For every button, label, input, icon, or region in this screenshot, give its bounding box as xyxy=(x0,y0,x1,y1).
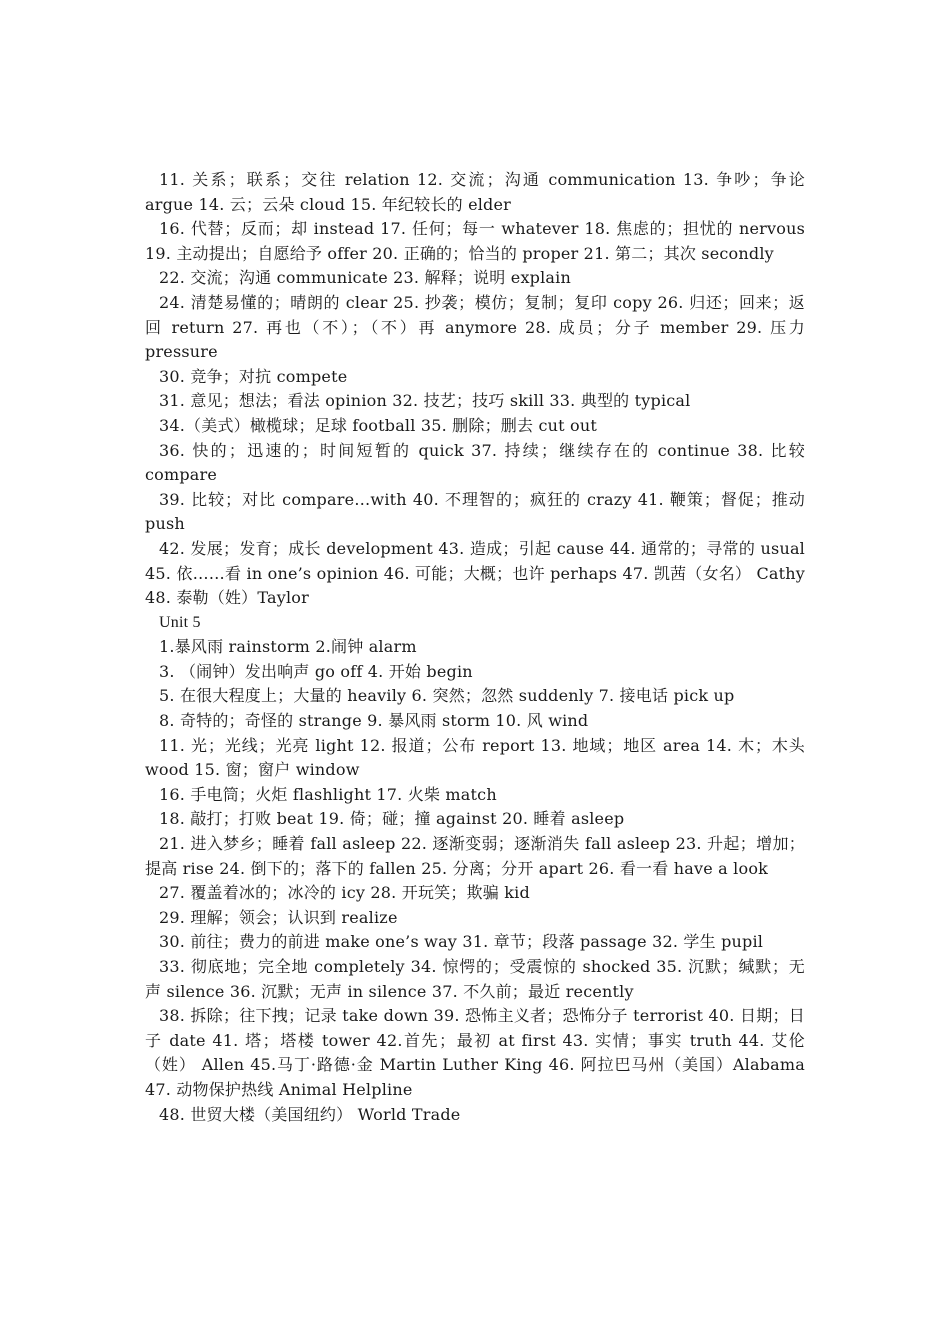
vocab-paragraph: 29. 理解；领会；认识到 realize xyxy=(159,907,398,927)
vocab-paragraph: 16. 手电筒；火炬 flashlight 17. 火柴 match xyxy=(159,784,497,804)
vocab-paragraph: 11. 光；光线；光亮 light 12. 报道；公布 report 13. 地域；地区 area 14. 木；木头 wood 15. 窗；窗户 window xyxy=(145,735,805,780)
vocab-paragraph: 39. 比较；对比 compare…with 40. 不理智的；疯狂的 crazy 41. 鞭策；督促；推动 push xyxy=(145,489,805,534)
unit-heading: Unit 5 xyxy=(159,613,201,631)
vocab-paragraph: 30. 前往；费力的前进 make one’s way 31. 章节；段落 passage 32. 学生 pupil xyxy=(159,932,764,952)
vocab-paragraph: 16. 代替；反而；却 instead 17. 任何；每一 whatever 18. 焦虑的；担忧的 nervous 19. 主动提出；自愿给予 offer 20. 正确的；恰当的 proper 21. 第二；其次 secondly xyxy=(145,219,805,263)
vocab-paragraph: 36. 快的；迅速的；时间短暂的 quick 37. 持续；继续存在的 continue 38. 比较 compare xyxy=(145,440,805,485)
vocab-paragraph: 5. 在很大程度上；大量的 heavily 6. 突然；忽然 suddenly 7. 接电话 pick up xyxy=(159,686,735,706)
vocab-paragraph: 38. 拆除；往下拽；记录 take down 39. 恐怖主义者；恐怖分子 terrorist 40. 日期；日子 date 41. 塔；塔楼 tower 42.首先；最初 at first 43. 实情；事实 truth 44. 艾伦（姓） Allen 45.马丁·路德·金 Martin Luther King 46. 阿拉巴马州（美国）Alabama 47. 动物保护热线 Animal Helpline xyxy=(145,1006,805,1099)
vocab-paragraph: 24. 清楚易懂的；晴朗的 clear 25. 抄袭；模仿；复制；复印 copy 26. 归还；回来；返回 return 27. 再也（不）；（不）再 anymore 28. 成员；分子 member 29. 压力 pressure xyxy=(145,292,805,362)
vocab-paragraph: 21. 进入梦乡；睡着 fall asleep 22. 逐渐变弱；逐渐消失 fall asleep 23. 升起；增加；提高 rise 24. 倒下的；落下的 fallen 25. 分离；分开 apart 26. 看一看 have a look xyxy=(145,834,805,878)
vocab-paragraph: 31. 意见；想法；看法 opinion 32. 技艺；技巧 skill 33. 典型的 typical xyxy=(159,391,691,411)
vocab-paragraph: 18. 敲打；打败 beat 19. 倚；碰；撞 against 20. 睡着 asleep xyxy=(159,809,625,829)
vocabulary-list xyxy=(145,168,805,1127)
vocab-paragraph: 34.（美式）橄榄球；足球 football 35. 删除；删去 cut out xyxy=(159,415,598,435)
vocab-paragraph: 11. 关系；联系；交往 relation 12. 交流；沟通 communication 13. 争吵；争论 argue 14. 云；云朵 cloud 15. 年纪较长的 elder xyxy=(145,170,805,214)
vocab-paragraph: 30. 竞争；对抗 compete xyxy=(159,366,348,386)
vocab-paragraph: 8. 奇特的；奇怪的 strange 9. 暴风雨 storm 10. 风 wind xyxy=(159,711,589,731)
vocab-paragraph: 48. 世贸大楼（美国纽约） World Trade xyxy=(159,1104,461,1124)
vocab-paragraph: 33. 彻底地；完全地 completely 34. 惊愕的；受震惊的 shocked 35. 沉默；缄默；无声 silence 36. 沉默；无声 in silence 37. 不久前；最近 recently xyxy=(145,957,805,1001)
vocab-paragraph: 27. 覆盖着冰的；冰冷的 icy 28. 开玩笑；欺骗 kid xyxy=(159,883,530,903)
vocab-paragraph: 3. （闹钟）发出响声 go off 4. 开始 begin xyxy=(159,661,473,681)
vocab-paragraph: 1.暴风雨 rainstorm 2.闹钟 alarm xyxy=(159,637,417,657)
vocab-paragraph: 22. 交流；沟通 communicate 23. 解释；说明 explain xyxy=(159,268,571,288)
vocab-paragraph: 42. 发展；发育；成长 development 43. 造成；引起 cause 44. 通常的；寻常的 usual 45. 依……看 in one’s opinion 46. 可能；大概；也许 perhaps 47. 凯茜（女名） Cathy 48. 泰勒（姓）Taylor xyxy=(145,538,805,608)
